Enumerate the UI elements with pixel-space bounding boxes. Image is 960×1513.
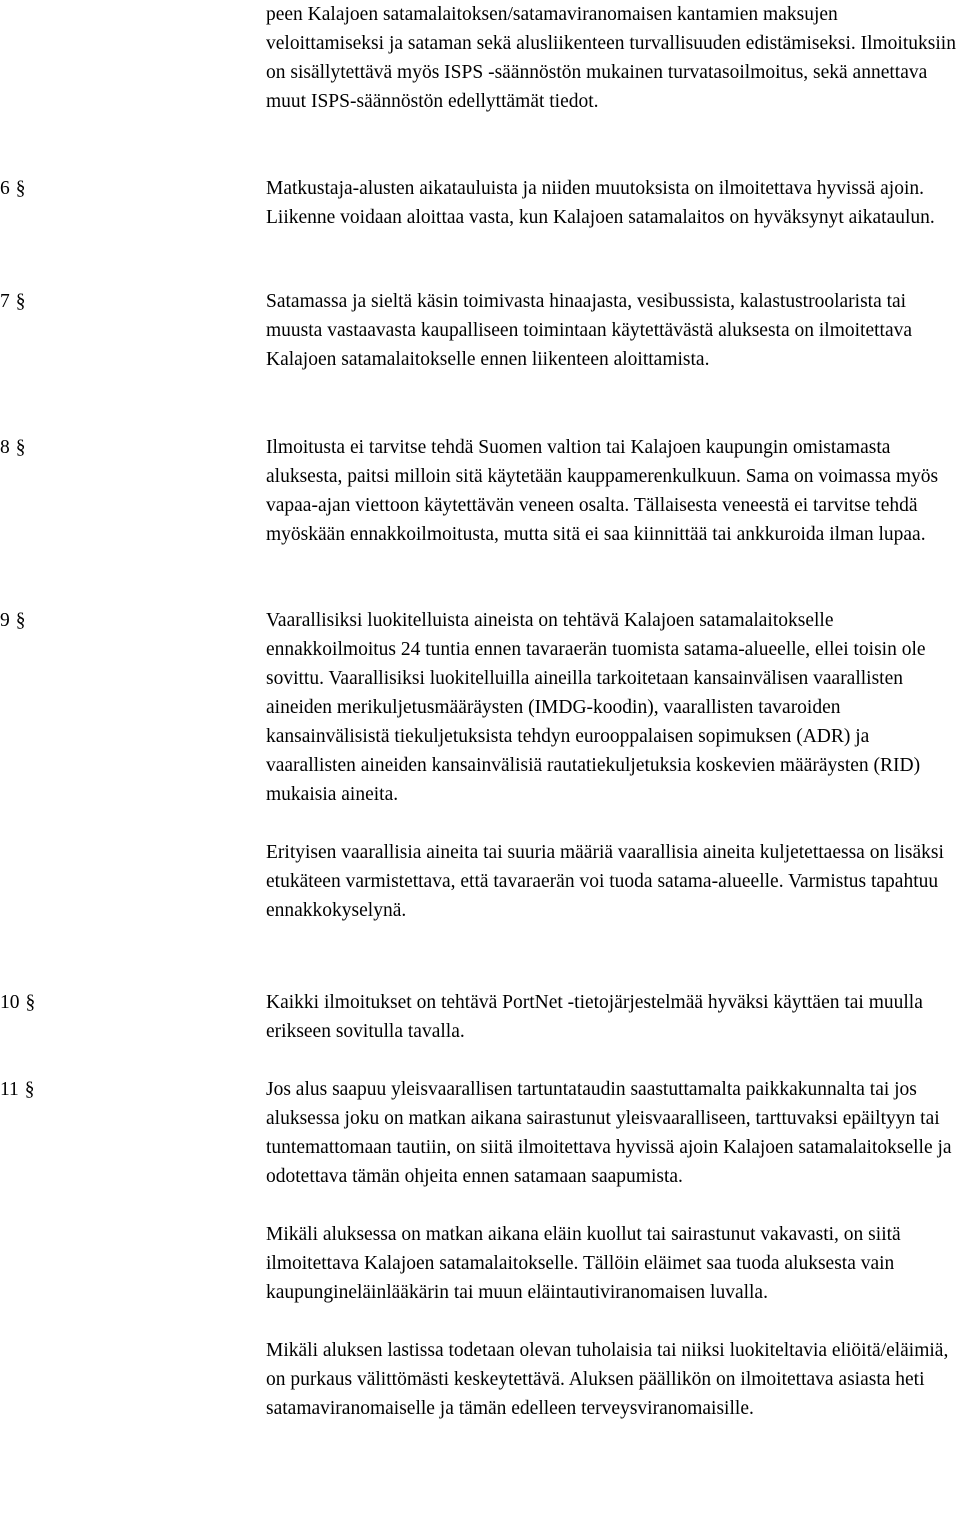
section-paragraph: Mikäli aluksen lastissa todetaan olevan tuholaisia tai niiksi luokiteltavia eliöitä/eläimiä, on purkaus välittömästi keskeytettävä. Aluksen päällikön on ilmoitettava asiasta heti satamaviranomaiselle ja tämän edelleen terveysviranomaisille.: [266, 1340, 949, 1419]
section-paragraph: Matkustaja-alusten aikatauluista ja niiden muutoksista on ilmoitettava hyvissä ajoin. Liikenne voidaan aloittaa vasta, kun Kalajoen satamalaitos on hyväksynyt aikataulun.: [266, 178, 935, 228]
section-paragraph: Satamassa ja sieltä käsin toimivasta hinaajasta, vesibussista, kalastustroolarista tai muusta vastaavasta kaupalliseen toimintaan käytettävästä aluksesta on ilmoitettava Kalajoen satamalaitokselle ennen liikenteen aloittamista.: [266, 291, 913, 370]
section-paragraph: Ilmoitusta ei tarvitse tehdä Suomen valtion tai Kalajoen kaupungin omistamasta aluksesta, paitsi milloin sitä käytetään kauppamerenkulkuun. Sama on voimassa myös vapaa-ajan viettoon käytettävän veneen osalta. Tällaisesta veneestä ei tarvitse tehdä myöskään ennakkoilmoitusta, mutta sitä ei saa kiinnittää tai ankkuroida ilman lupaa.: [266, 437, 939, 545]
intro-text: peen Kalajoen satamalaitoksen/satamaviranomaisen kantamien maksujen veloittamiseksi ja sataman sekä alusliikenteen turvallisuuden edistämiseksi. Ilmoituksiin on sisällytettävä myös ISPS -säännöstön mukainen turvatasoilmoitus, sekä annettava muut ISPS-säännöstön edellyttämät tiedot.: [266, 4, 956, 112]
section-body: [266, 287, 956, 374]
section-number-value: 11: [0, 1079, 19, 1100]
section-body: [266, 1075, 956, 1423]
intro-paragraph: [266, 0, 956, 116]
section-symbol: §: [24, 1079, 35, 1100]
section-number: [0, 606, 26, 635]
section-paragraph: Vaarallisiksi luokitelluista aineista on tehtävä Kalajoen satamalaitokselle ennakkoilmoitus 24 tuntia ennen tavaraerän tuomista satama-alueelle, ellei toisin ole sovittu. Vaarallisiksi luokitelluilla aineilla tarkoitetaan kansainvälisen vaarallisten aineiden merikuljetusmääräysten (IMDG-koodin), vaarallisten tavaroiden kansainvälisistä tiekuljetuksista tehdyn eurooppalaisen sopimuksen (ADR) ja vaarallisten aineiden kansainvälisiä rautatiekuljetuksia koskevien määräysten (RID) mukaisia aineita.: [266, 610, 926, 805]
section-symbol: §: [15, 610, 26, 631]
section-paragraph: Kaikki ilmoitukset on tehtävä PortNet -tietojärjestelmää hyväksi käyttäen tai muulla erikseen sovitulla tavalla.: [266, 992, 923, 1042]
section-paragraph: Mikäli aluksessa on matkan aikana eläin kuollut tai sairastunut vakavasti, on siitä ilmoitettava Kalajoen satamalaitokselle. Tällöin eläimet saa tuoda aluksesta vain kaupungineläinlääkärin tai muun eläintautiviranomaisen luvalla.: [266, 1224, 901, 1303]
section-body: [266, 174, 956, 232]
section-paragraph: Erityisen vaarallisia aineita tai suuria määriä vaarallisia aineita kuljetettaessa on lisäksi etukäteen varmistettava, että tavaraerän voi tuoda satama-alueelle. Varmistus tapahtuu ennakkokyselynä.: [266, 842, 944, 921]
section-number-value: 9: [0, 610, 10, 631]
section-number-value: 8: [0, 437, 10, 458]
section-body: [266, 433, 956, 549]
section-number-value: 6: [0, 178, 10, 199]
section-number: [0, 174, 26, 203]
section-number: [0, 988, 35, 1017]
section-number-value: 10: [0, 992, 20, 1013]
section-number: [0, 1075, 35, 1104]
section-number: [0, 287, 26, 316]
section-body: [266, 988, 956, 1046]
section-body: [266, 606, 956, 925]
section-paragraph: Jos alus saapuu yleisvaarallisen tartuntataudin saastuttamalta paikkakunnalta tai jos aluksessa joku on matkan aikana sairastunut yleisvaaralliseen, tarttuvaksi epäiltyyn tai tuntemattomaan tautiin, on siitä ilmoitettava hyvissä ajoin Kalajoen satamalaitokselle ja odotettava tämän ohjeita ennen satamaan saapumista.: [266, 1079, 952, 1187]
section-number: [0, 433, 26, 462]
section-symbol: §: [15, 291, 26, 312]
section-symbol: §: [15, 437, 26, 458]
section-number-value: 7: [0, 291, 10, 312]
section-symbol: §: [15, 178, 26, 199]
section-symbol: §: [25, 992, 36, 1013]
